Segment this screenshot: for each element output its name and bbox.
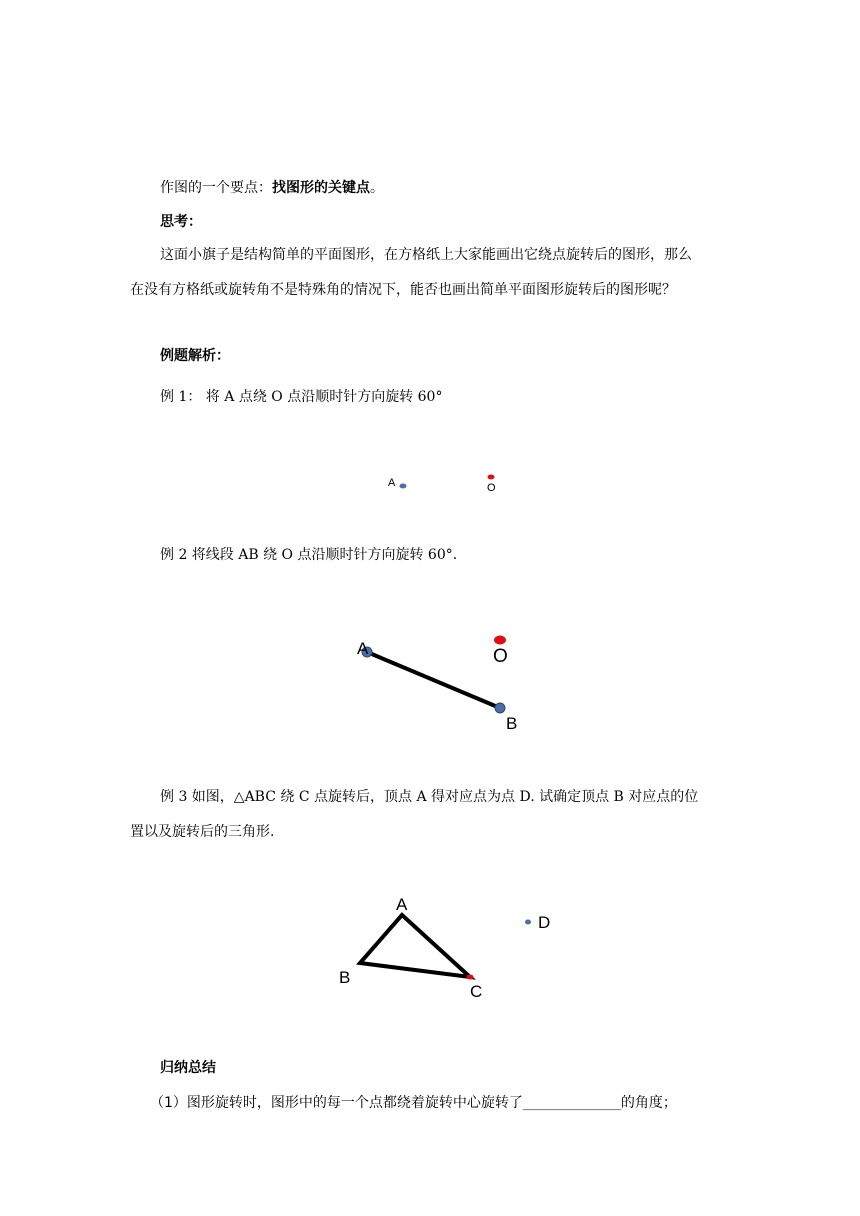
example-2-label-a: A — [357, 639, 369, 658]
example-3-label-d: D — [538, 913, 551, 932]
summary-item-1 — [150, 1093, 677, 1113]
summary-item-1-prefix: （1）图形旋转时，图形中的每一个点都绕着旋转中心旋转了 — [150, 1095, 523, 1111]
example-3-figure — [0, 890, 860, 1010]
example-1-point-o — [488, 475, 495, 480]
example-3-point-d — [525, 920, 531, 925]
intro-emphasis: 找图形的关键点 — [272, 180, 370, 196]
example-2-point-b — [495, 703, 505, 713]
example-1-figure — [0, 466, 860, 506]
example-2-label-b: B — [506, 714, 518, 733]
think-paragraph-line-1: 这面小旗子是结构简单的平面图形，在方格纸上大家能画出它绕点旋转后的图形，那么 — [160, 247, 692, 263]
example-1-text: 例 1： 将 A 点绕 O 点沿顺时针方向旋转 60° — [160, 389, 443, 405]
example-1-label-o: O — [487, 482, 496, 494]
example-2-point-o — [494, 636, 506, 645]
example-1-label-a: A — [388, 477, 396, 489]
example-3-point-c — [467, 975, 474, 980]
summary-item-1-suffix: 的角度； — [620, 1095, 677, 1111]
intro-suffix: 。 — [370, 180, 384, 196]
example-2-segment-ab — [367, 652, 500, 708]
summary-heading: 归纳总结 — [160, 1060, 216, 1076]
example-1-point-a — [400, 484, 407, 489]
example-3-text-line-1: 例 3 如图，△ABC 绕 C 点旋转后，顶点 A 得对应点为点 D. 试确定顶点 B 对应点的位 — [160, 789, 699, 805]
examples-heading: 例题解析： — [160, 348, 230, 364]
example-2-label-o: O — [493, 646, 508, 667]
example-3-label-a: A — [396, 895, 408, 914]
summary-item-1-blank: ______________ — [522, 1095, 621, 1111]
intro-prefix: 作图的一个要点： — [160, 180, 272, 196]
example-3-label-b: B — [339, 968, 351, 987]
example-3-label-c: C — [470, 982, 483, 1001]
example-3-text-line-2: 置以及旋转后的三角形. — [130, 824, 275, 840]
think-paragraph-line-2: 在没有方格纸或旋转角不是特殊角的情况下，能否也画出简单平面图形旋转后的图形呢？ — [130, 282, 676, 298]
think-heading: 思考： — [160, 214, 202, 230]
intro-line — [160, 178, 384, 198]
example-2-figure — [0, 620, 860, 740]
example-2-text: 例 2 将线段 AB 绕 O 点沿顺时针方向旋转 60°. — [160, 547, 458, 563]
example-3-triangle-abc — [360, 915, 470, 977]
